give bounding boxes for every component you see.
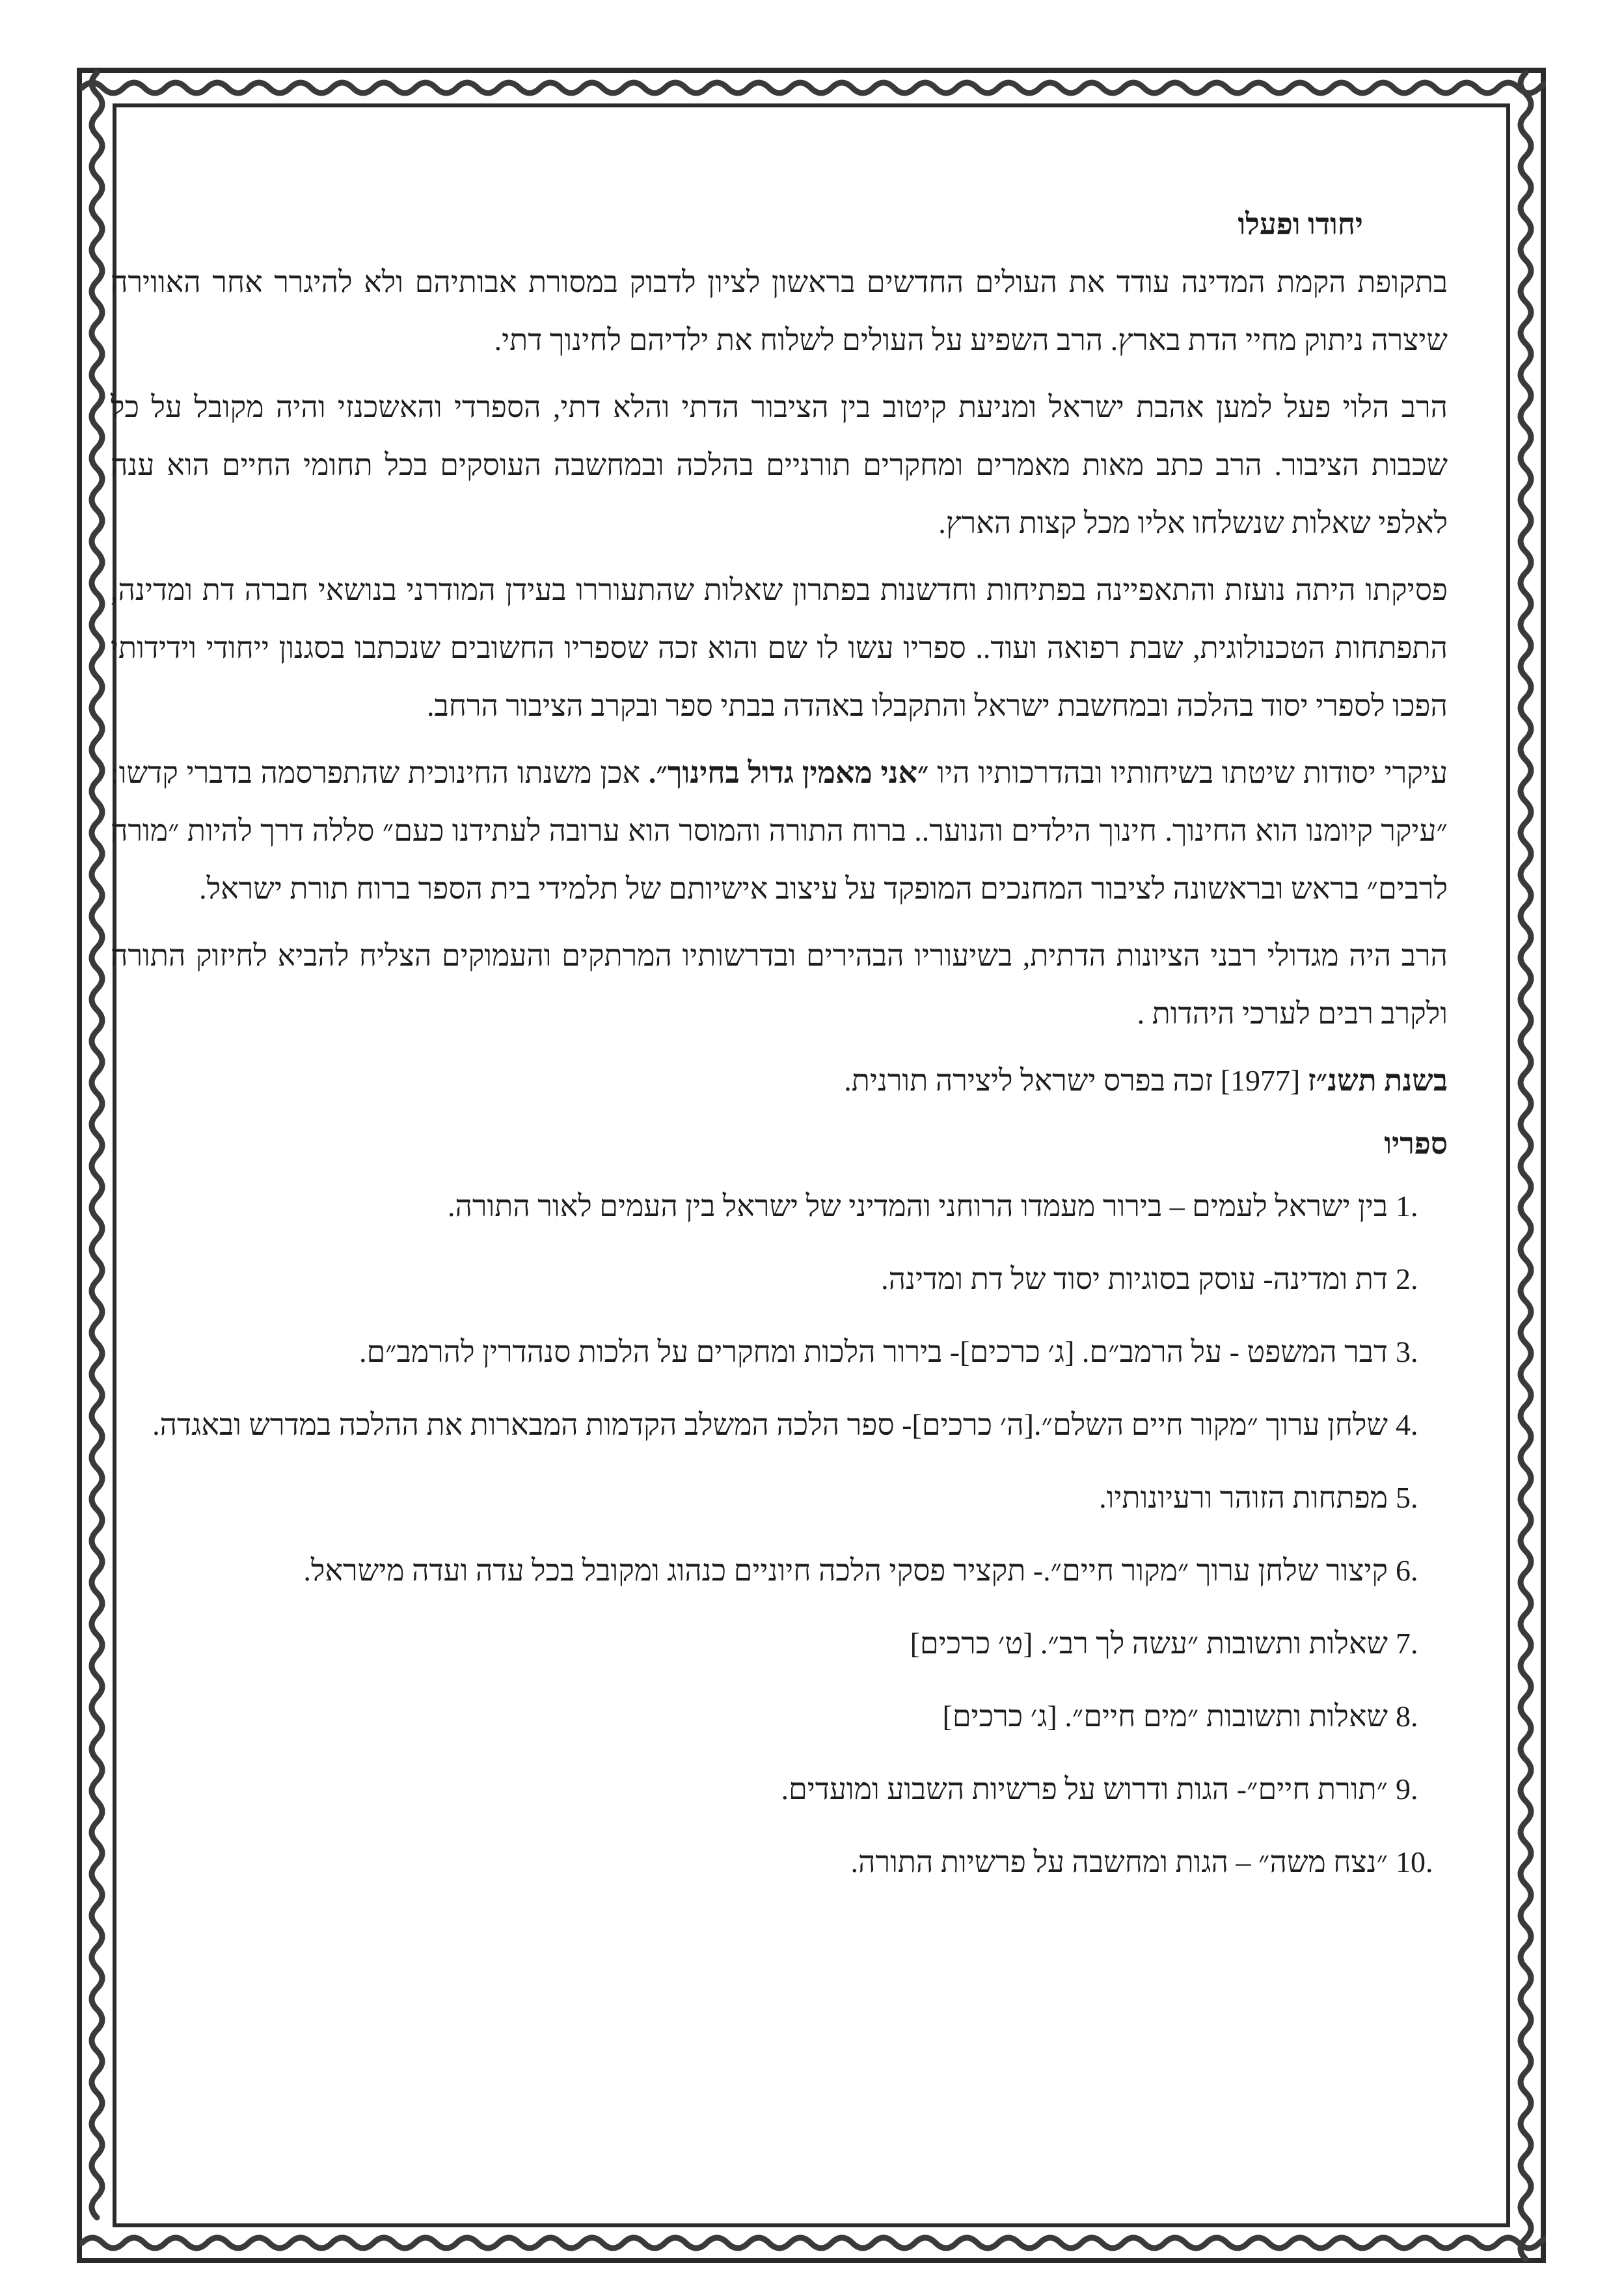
list-item	[111, 1182, 1448, 1231]
list-item	[111, 1619, 1448, 1668]
list-item	[111, 1400, 1448, 1450]
principles-after: אכן משנתו החינוכית שהתפרסמה בדברי קדשו: ״עיקר קיומנו הוא החינוך. חינוך הילדים והנוער.. ברוח התורה והמוסר הוא ערובה לעתידנו כעם״ סללה דרך להיות ״מורה לרבים״ בראש ובראשונה לציבור המחנכים המופקד על עיצוב אישיותם של תלמידי בית הספר ברוח תורת ישראל.	[111, 756, 1448, 905]
books-list	[111, 1182, 1448, 1887]
award-text: [1977] זכה בפרס ישראל ליצירה תורנית.	[844, 1064, 1308, 1097]
list-text: מפתחות הזוהר ורעיונותיו.	[1099, 1481, 1388, 1514]
list-text: בין ישראל לעמים – בירור מעמדו הרוחני והמדיני של ישראל בין העמים לאור התורה.	[447, 1189, 1388, 1223]
list-number: 2.	[1396, 1262, 1418, 1296]
list-text: ״תורת חיים״- הגות ודרוש על פרשיות השבוע ומועדים.	[781, 1772, 1388, 1806]
list-text: שאלות ותשובות ״עשה לך רב״. [ט׳ כרכים]	[910, 1627, 1388, 1660]
paragraph-2: הרב הלוי פעל למען אהבת ישראל ומניעת קיטוב בין הציבור הדתי והלא דתי, הספרדי והאשכנזי והיה מקובל על כל שכבות הציבור. הרב כתב מאות מאמרים ומחקרים תורניים בהלכה ובמחשבה העוסקים בכל תחומי החיים הוא ענה לאלפי שאלות שנשלחו אליו מכל קצות הארץ.	[111, 390, 1448, 539]
paragraph-zionism: הרב היה מגדולי רבני הציונות הדתית, בשיעוריו הבהירים ובדרשותיו המרתקים והעמוקים הצליח להביא לחיזוק התורה ולקרב רבים לערכי היהדות .	[111, 939, 1448, 1030]
award-year: בשנת תשנ״ז	[1307, 1064, 1448, 1097]
document-title: יחודו ופעלו	[1238, 208, 1363, 241]
list-number: 5.	[1396, 1481, 1418, 1514]
list-number: 7.	[1396, 1627, 1418, 1660]
paragraph-1: בתקופת הקמת המדינה עודד את העולים החדשים בראשון לציון לדבוק במסורת אבותיהם ולא להיגרר אחר האווירה שיצרה ניתוק מחיי הדת בארץ. הרב השפיע על העולים לשלוח את ילדיהם לחינוך דתי.	[111, 265, 1448, 357]
list-number: 4.	[1396, 1408, 1418, 1441]
document-body	[111, 195, 1448, 1910]
list-number: 3.	[1396, 1335, 1418, 1368]
books-heading: ספריו	[1384, 1127, 1448, 1160]
principles-before: עיקרי יסודות שיטתו בשיחותיו ובהדרכותיו היו	[928, 756, 1448, 789]
principles-quote: ״אני מאמין גדול בחינוך״.	[648, 756, 929, 789]
list-number: 8.	[1396, 1700, 1418, 1733]
list-text: דת ומדינה- עוסק בסוגיות יסוד של דת ומדינה.	[881, 1262, 1388, 1296]
list-item	[111, 1765, 1448, 1814]
list-number: 1.	[1396, 1189, 1418, 1223]
list-text: קיצור שלחן ערוך ״מקור חיים״.- תקציר פסקי הלכה חיוניים כנהוג ומקובל בכל עדה ועדה מישראל.	[303, 1554, 1388, 1587]
list-text: שאלות ותשובות ״מים חיים״. [ג׳ כרכים]	[942, 1700, 1388, 1733]
list-number: 6.	[1396, 1554, 1418, 1587]
list-number: 9.	[1396, 1772, 1418, 1806]
paragraph-3: פסיקתו היתה נועזת והתאפיינה בפתיחות וחדשנות בפתרון שאלות שהתעוררו בעידן המודרני בנושאי חברה דת ומדינה, התפתחות הטכנולוגית, שבת רפואה ועוד.. ספריו עשו לו שם והוא זכה שספריו החשובים שנכתבו בסגנון ייחודי וידידותי הפכו לספרי יסוד בהלכה ובמחשבת ישראל והתקבלו באהדה בבתי ספר ובקרב הציבור הרחב.	[111, 573, 1448, 722]
list-text: דבר המשפט - על הרמב״ם. [ג׳ כרכים]- בירור הלכות ומחקרים על הלכות סנהדרין להרמב״ם.	[359, 1335, 1388, 1368]
paragraph-principles	[111, 744, 1448, 917]
list-item	[111, 1255, 1448, 1304]
list-item	[111, 1473, 1448, 1523]
list-item	[111, 1546, 1448, 1595]
award-line	[111, 1052, 1448, 1109]
list-text: ״נצח משה״ – הגות ומחשבה על פרשיות התורה.	[850, 1845, 1388, 1879]
list-item	[111, 1838, 1448, 1887]
list-number: 10.	[1396, 1845, 1433, 1879]
list-item	[111, 1692, 1448, 1741]
list-item	[111, 1327, 1448, 1377]
list-text: שלחן ערוך ״מקור חיים השלם״.[ה׳ כרכים]- ספר הלכה המשלב הקדמות המבארות את ההלכה במדרש ובאגדה.	[152, 1408, 1388, 1441]
